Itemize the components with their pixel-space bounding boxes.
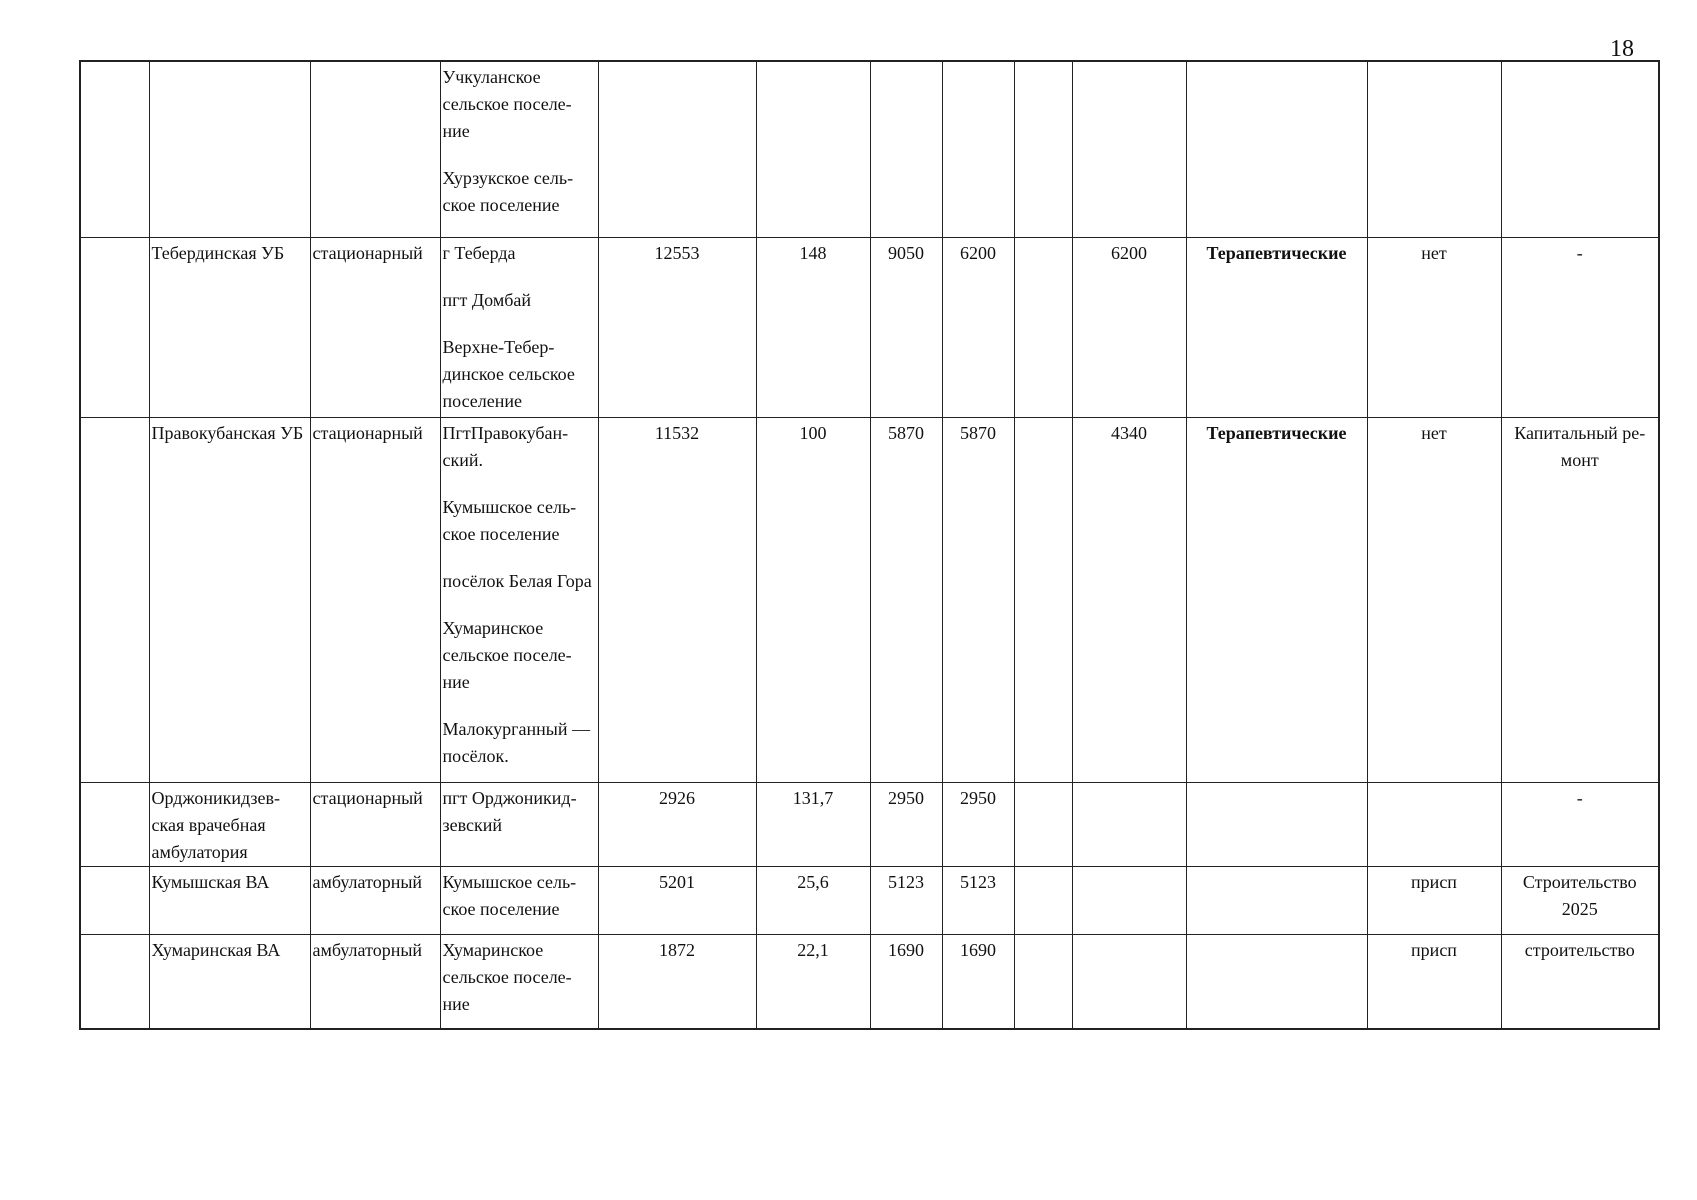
plan-cell (1501, 866, 1659, 934)
profile-cell (1186, 237, 1367, 417)
value3-cell (1014, 866, 1072, 934)
facility-type: амбулаторный (312, 939, 423, 960)
facility-type-cell (310, 417, 440, 782)
location-item: Кумышское сель-ское поселение (442, 496, 577, 544)
license-cell (1367, 61, 1501, 237)
population-value: 5201 (659, 871, 695, 892)
location-item: Малокурганный — посёлок. (442, 718, 590, 766)
profile-cell (1186, 866, 1367, 934)
profile-cell (1186, 782, 1367, 866)
location-item: г Теберда (442, 242, 516, 263)
population-value: 2926 (659, 787, 695, 808)
value4: 4340 (1111, 422, 1147, 443)
blank-cell (80, 934, 149, 1029)
facility-name: Тебердинская УБ (151, 242, 285, 263)
locations-cell (440, 934, 598, 1029)
facility-type-cell (310, 782, 440, 866)
plan-cell (1501, 61, 1659, 237)
facility-type: амбулаторный (312, 871, 423, 892)
facility-name-cell (149, 417, 310, 782)
facility-name-cell (149, 237, 310, 417)
value4-cell (1072, 61, 1186, 237)
value1: 1690 (888, 939, 924, 960)
locations-cell (440, 417, 598, 782)
blank-cell (80, 417, 149, 782)
plan-cell (1501, 417, 1659, 782)
blank-cell (80, 61, 149, 237)
population-value: 12553 (654, 242, 700, 263)
plan-value: - (1576, 787, 1583, 808)
value1: 2950 (888, 787, 924, 808)
plan-value: строительство (1524, 939, 1635, 960)
value4-cell (1072, 866, 1186, 934)
population-value: 1872 (659, 939, 695, 960)
facility-name-cell (149, 61, 310, 237)
license-value: нет (1421, 242, 1447, 263)
table-row (80, 782, 1659, 866)
plan-cell (1501, 237, 1659, 417)
population-cell (598, 417, 756, 782)
license-cell (1367, 237, 1501, 417)
value3-cell (1014, 237, 1072, 417)
value4-cell (1072, 934, 1186, 1029)
value1-cell (870, 237, 942, 417)
location-item: ПгтПравокубан-ский. (442, 422, 569, 470)
table-row (80, 934, 1659, 1029)
value1-cell (870, 866, 942, 934)
facility-name-cell (149, 866, 310, 934)
table-row (80, 417, 1659, 782)
population-value: 11532 (654, 422, 700, 443)
value1: 5870 (888, 422, 924, 443)
value2-cell (942, 61, 1014, 237)
population-cell (598, 61, 756, 237)
facility-type-cell (310, 61, 440, 237)
location-item: Хумаринское сельское поселе-ние (442, 617, 572, 692)
facilities-table (79, 60, 1660, 1030)
facility-name: Орджоникидзев-ская врачебная амбулатория (151, 787, 281, 862)
value1-cell (870, 782, 942, 866)
location-item: посёлок Белая Гора (442, 570, 592, 591)
locations-cell (440, 866, 598, 934)
license-value: присп (1411, 871, 1457, 892)
area-value: 148 (799, 242, 827, 263)
area-value: 25,6 (797, 871, 829, 892)
profile-cell (1186, 934, 1367, 1029)
location-item: пгт Домбай (442, 289, 531, 310)
value4: 6200 (1111, 242, 1147, 263)
area-value: 100 (799, 422, 827, 443)
area-cell (756, 782, 870, 866)
profile-cell (1186, 417, 1367, 782)
location-item: Учкуланское сельское поселе-ние (442, 67, 572, 141)
facility-name: Правокубанская УБ (151, 422, 304, 443)
value2: 6200 (960, 242, 996, 263)
location-item: пгт Орджоникид-зевский (442, 787, 577, 835)
value2-cell (942, 934, 1014, 1029)
population-cell (598, 866, 756, 934)
plan-value: Капитальный ре-монт (1514, 422, 1646, 470)
profile-value: Терапевтические (1206, 242, 1347, 263)
value2-cell (942, 782, 1014, 866)
area-cell (756, 61, 870, 237)
plan-cell (1501, 934, 1659, 1029)
locations-cell (440, 237, 598, 417)
value2: 2950 (960, 787, 996, 808)
location-item: Хурзукское сель-ское поселение (442, 168, 574, 215)
value2: 5870 (960, 422, 996, 443)
location-item: Верхне-Тебер-динское сельское поселение (442, 336, 575, 411)
area-cell (756, 417, 870, 782)
license-cell (1367, 866, 1501, 934)
facility-name-cell (149, 782, 310, 866)
license-cell (1367, 934, 1501, 1029)
population-cell (598, 934, 756, 1029)
facility-type: стационарный (312, 787, 423, 808)
area-cell (756, 866, 870, 934)
value3-cell (1014, 782, 1072, 866)
value3-cell (1014, 417, 1072, 782)
license-cell (1367, 782, 1501, 866)
plan-value: - (1576, 242, 1583, 263)
value2: 5123 (960, 871, 996, 892)
facility-name: Кумышская ВА (151, 871, 270, 892)
license-cell (1367, 417, 1501, 782)
facility-type-cell (310, 934, 440, 1029)
facility-name-cell (149, 934, 310, 1029)
value1-cell (870, 61, 942, 237)
value4-cell (1072, 782, 1186, 866)
blank-cell (80, 866, 149, 934)
location-item: Хумаринское сельское поселе-ние (442, 939, 572, 1014)
facility-type: стационарный (312, 422, 423, 443)
facility-type-cell (310, 866, 440, 934)
value1: 9050 (888, 242, 924, 263)
locations-cell (440, 782, 598, 866)
table-row (80, 61, 1659, 237)
value3-cell (1014, 934, 1072, 1029)
value4-cell (1072, 417, 1186, 782)
blank-cell (80, 237, 149, 417)
value2-cell (942, 417, 1014, 782)
locations-cell (440, 61, 598, 237)
area-cell (756, 237, 870, 417)
area-value: 131,7 (792, 787, 834, 808)
table-row (80, 866, 1659, 934)
value3-cell (1014, 61, 1072, 237)
license-value: присп (1411, 939, 1457, 960)
value2-cell (942, 866, 1014, 934)
facility-name: Хумаринская ВА (151, 939, 281, 960)
area-value: 22,1 (797, 939, 829, 960)
facility-type: стационарный (312, 242, 423, 263)
area-cell (756, 934, 870, 1029)
page-number: 18 (1610, 36, 1634, 62)
value1-cell (870, 934, 942, 1029)
plan-cell (1501, 782, 1659, 866)
facility-type-cell (310, 237, 440, 417)
population-cell (598, 237, 756, 417)
blank-cell (80, 782, 149, 866)
profile-cell (1186, 61, 1367, 237)
plan-value: Строительство 2025 (1522, 871, 1637, 919)
value2: 1690 (960, 939, 996, 960)
population-cell (598, 782, 756, 866)
table-row (80, 237, 1659, 417)
value2-cell (942, 237, 1014, 417)
license-value: нет (1421, 422, 1447, 443)
profile-value: Терапевтические (1206, 422, 1347, 443)
value4-cell (1072, 237, 1186, 417)
location-item: Кумышское сель-ское поселение (442, 871, 577, 919)
value1-cell (870, 417, 942, 782)
value1: 5123 (888, 871, 924, 892)
